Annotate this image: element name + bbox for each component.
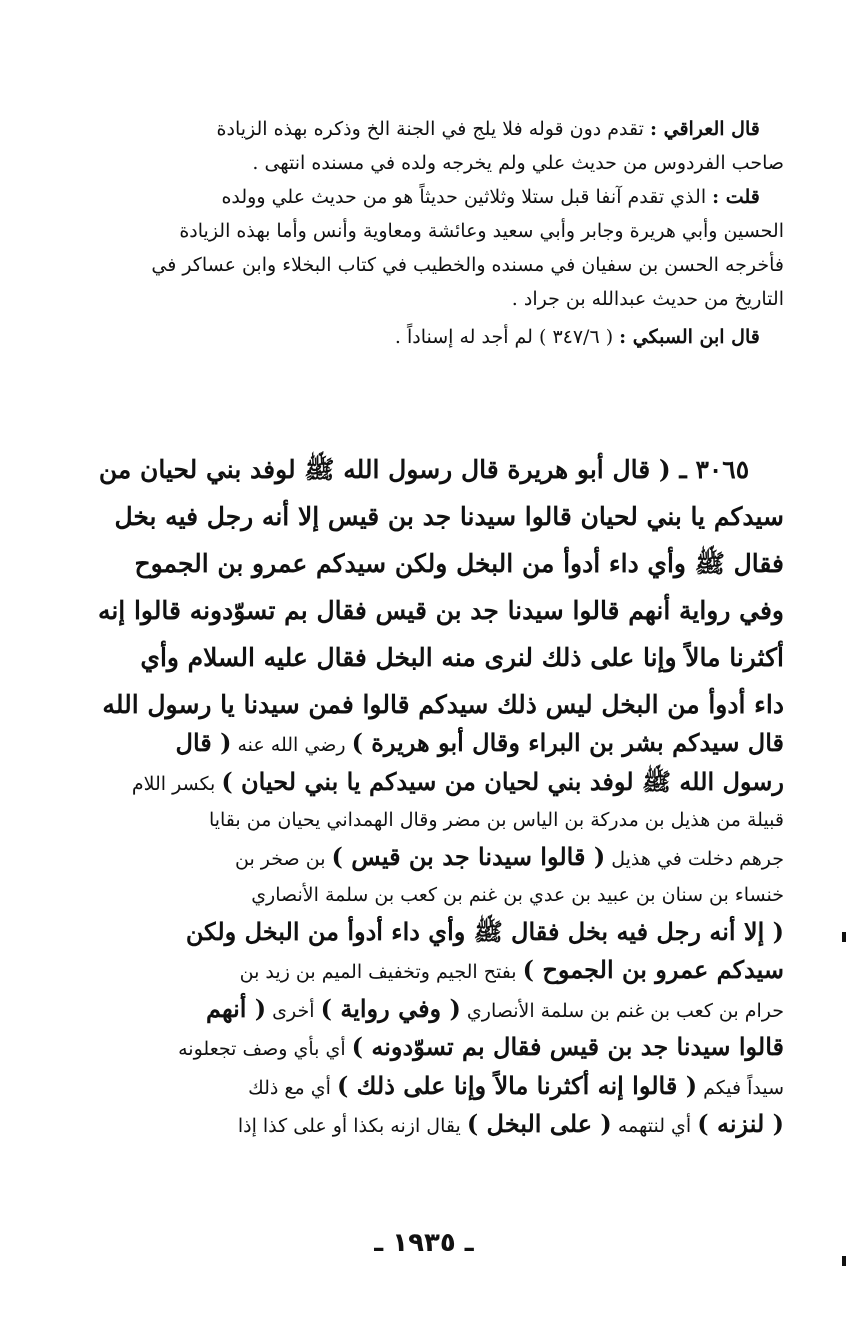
text-line: ( إلا أنه رجل فيه بخل فقال ﷺ وأي داء أدوأ من البخل ولكن [185,916,784,946]
text-line: سيداً فيكم ( قالوا إنه أكثرنا مالاً وإنا على ذلك ) أي مع ذلك [248,1070,784,1100]
text-line: قلت : الذي تقدم آنفا قبل ستلا وثلاثين حديثاً هو من حديث علي وولده [221,186,760,208]
text-line: ( لنزنه ) أي لنتهمه ( على البخل ) يقال ازنه بكذا أو على كذا إذا [237,1109,784,1138]
sharh-block [66,725,784,1145]
speaker-label: قلت : [712,186,760,208]
hadith-line: وفي رواية أنهم قالوا سيدنا جد بن قيس فقال بم تسوّدونه قالوا إنه [97,596,784,625]
text-line: سيدكم عمرو بن الجموح ) بفتح الجيم وتخفيف الميم بن زيد بن [239,955,784,984]
text-line: قال سيدكم بشر بن البراء وقال أبو هريرة ) رضي الله عنه ( قال [175,728,784,757]
text-line: قال العراقي : تقدم دون قوله فلا يلج في الجنة الخ وذكره بهذه الزيادة [216,118,760,140]
text-line: الحسين وأبي هريرة وجابر وأبي سعيد وعائشة ومعاوية وأنس وأما بهذه الزيادة [179,220,784,242]
speaker-label: قال العراقي : [649,118,760,140]
commentary-block [66,112,784,354]
text-line: قال ابن السبكي : ( ٣٤٧/٦ ) لم أجد له إسناداً . [394,326,760,348]
text-line: فأخرجه الحسن بن سفيان في مسنده والخطيب في كتاب البخلاء وابن عساكر في [151,254,784,276]
hadith-line: فقال ﷺ وأي داء أدوأ من البخل ولكن سيدكم عمرو بن الجموح [134,549,784,578]
text-line: قالوا سيدنا جد بن قيس فقال بم تسوّدونه ) أي بأي وصف تجعلونه [178,1032,784,1061]
text-line: رسول الله ﷺ لوفد بني لحيان من سيدكم يا بني لحيان ) بكسر اللام [131,766,784,796]
hadith-line: داء أدوأ من البخل ليس ذلك سيدكم قالوا فمن سيدنا يا رسول الله [102,690,784,719]
text-line: صاحب الفردوس من حديث علي ولم يخرجه ولده في مسنده انتهى . [252,152,784,174]
text-line: جرهم دخلت في هذيل ( قالوا سيدنا جد بن قيس ) بن صخر بن [235,841,784,871]
text-line: خنساء بن سنان بن عبيد بن عدي بن غنم بن كعب بن سلمة الأنصاري [251,884,784,906]
text-line: التاريخ من حديث عبدالله بن جراد . [511,288,784,310]
hadith-line: أكثرنا مالاً وإنا على ذلك لنرى منه البخل فقال عليه السلام وأي [140,643,784,672]
margin-mark [842,1256,846,1266]
text-line: قبيلة من هذيل بن مدركة بن الياس بن مضر وقال الهمداني يحيان من بقايا [208,809,784,831]
margin-mark [842,932,846,942]
hadith-block [66,446,784,728]
page-number: ـ ١٩٣٥ ـ [374,1228,474,1258]
hadith-line: سيدكم يا بني لحيان قالوا سيدنا جد بن قيس إلا أنه رجل فيه بخل [114,502,784,531]
text-line: حرام بن كعب بن غنم بن سلمة الأنصاري ( وفي رواية ) أخرى ( أنهم [206,993,784,1023]
speaker-label: قال ابن السبكي : [619,326,760,348]
hadith-line: ٣٠٦٥ ـ ( قال أبو هريرة قال رسول الله ﷺ لوفد بني لحيان من [98,455,750,484]
